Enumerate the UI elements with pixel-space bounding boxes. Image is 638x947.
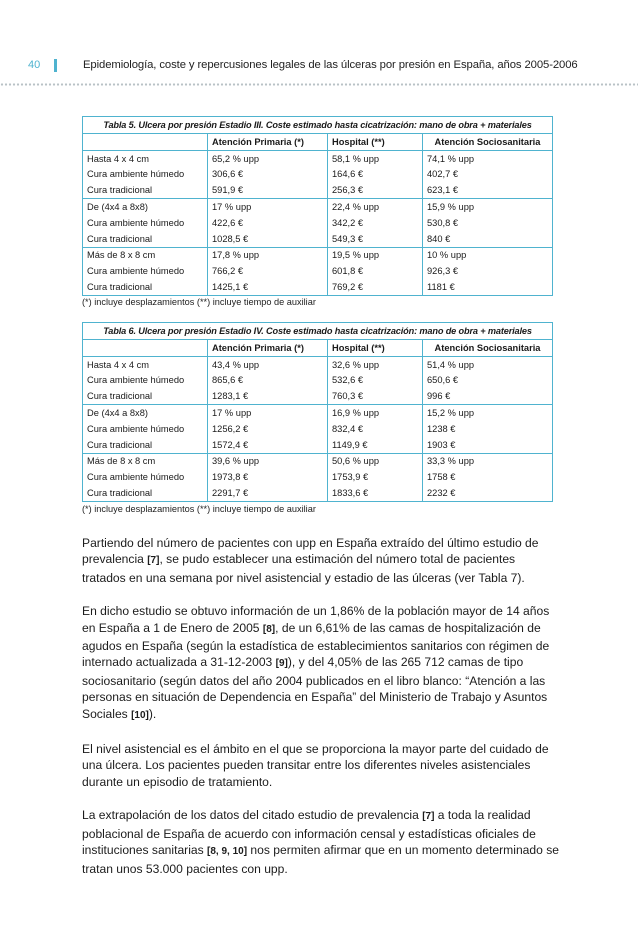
table-cell: 33,3 % upp <box>423 453 553 469</box>
row-label: Cura ambiente húmedo <box>83 215 208 231</box>
text-run: Partiendo del número de pacientes con upp en España extraído del último estudio de prevalencia <box>82 536 539 567</box>
table-cell: 17,8 % upp <box>208 247 328 263</box>
table-row <box>83 150 553 166</box>
table-cell: 832,4 € <box>328 421 423 437</box>
table-row <box>83 373 553 389</box>
table-cell: 256,3 € <box>328 182 423 198</box>
table-cell: 74,1 % upp <box>423 150 553 166</box>
table-6-caption: Tabla 6. Ulcera por presión Estadio IV. Coste estimado hasta cicatrización: mano de obra + materiales <box>83 323 553 340</box>
table-cell: 650,6 € <box>423 373 553 389</box>
table-row <box>83 167 553 183</box>
table-cell: 760,3 € <box>328 388 423 404</box>
column-header: Hospital (**) <box>328 340 423 357</box>
table-cell: 926,3 € <box>423 263 553 279</box>
text-run: La extrapolación de los datos del citado estudio de prevalencia <box>82 808 423 823</box>
row-label: Cura ambiente húmedo <box>83 469 208 485</box>
row-label: Más de 8 x 8 cm <box>83 247 208 263</box>
table-cell: 39,6 % upp <box>208 453 328 469</box>
table-cell: 32,6 % upp <box>328 356 423 372</box>
table-row <box>83 215 553 231</box>
page-header <box>28 55 618 75</box>
table-cell: 1973,8 € <box>208 469 328 485</box>
table-cell: 306,6 € <box>208 167 328 183</box>
table-cell: 1833,6 € <box>328 485 423 501</box>
table-cell: 601,8 € <box>328 263 423 279</box>
table-cell: 50,6 % upp <box>328 453 423 469</box>
citation-ref: [9] <box>275 658 288 670</box>
table-cell: 402,7 € <box>423 167 553 183</box>
table-row <box>83 421 553 437</box>
row-label: De (4x4 a 8x8) <box>83 405 208 421</box>
row-label: Cura tradicional <box>83 231 208 247</box>
paragraph <box>82 535 562 586</box>
citation-ref: [7] <box>147 555 160 567</box>
table-cell: 15,9 % upp <box>423 199 553 215</box>
row-label: Cura tradicional <box>83 388 208 404</box>
table-5-note: (*) incluye desplazamientos (**) incluye tiempo de auxiliar <box>82 297 316 307</box>
table-cell: 43,4 % upp <box>208 356 328 372</box>
table-cell: 769,2 € <box>328 279 423 295</box>
table-6 <box>82 322 553 502</box>
text-run: En dicho estudio se obtuvo información de un 1,86% de la población mayor de 14 años en España a 1 de Enero de 2005 <box>82 604 550 635</box>
table-cell: 1181 € <box>423 279 553 295</box>
table-cell: 17 % upp <box>208 199 328 215</box>
page-number: 40 <box>28 59 41 71</box>
table-cell: 17 % upp <box>208 405 328 421</box>
table-cell: 342,2 € <box>328 215 423 231</box>
table-row <box>83 356 553 372</box>
column-header: Atención Primaria (*) <box>208 134 328 151</box>
row-label: Hasta 4 x 4 cm <box>83 356 208 372</box>
table-row <box>83 485 553 501</box>
table-cell: 2232 € <box>423 485 553 501</box>
citation-ref: [8] <box>262 623 276 635</box>
table-cell: 530,8 € <box>423 215 553 231</box>
table-cell: 422,6 € <box>208 215 328 231</box>
row-label: De (4x4 a 8x8) <box>83 199 208 215</box>
table-cell: 2291,7 € <box>208 485 328 501</box>
table-row <box>83 437 553 453</box>
row-label: Cura tradicional <box>83 437 208 453</box>
citation-ref: [7] <box>422 811 435 823</box>
text-run: ), y del 4,05% de las 265 712 camas de tipo sociosanitario (según datos del año 2004 publicados en el libro blanco: “Atención a las personas en situación de Dependencia en España” del Ministerio de Trabajo y Asuntos Sociales <box>82 655 548 721</box>
column-header: Atención Sociosanitaria <box>423 134 553 151</box>
citation-ref: [8, 9, 10] <box>207 846 248 858</box>
column-header: Atención Sociosanitaria <box>423 340 553 357</box>
column-header: Hospital (**) <box>328 134 423 151</box>
column-header: Atención Primaria (*) <box>208 340 328 357</box>
table-cell: 15,2 % upp <box>423 405 553 421</box>
table-row <box>83 263 553 279</box>
table-cell: 1028,5 € <box>208 231 328 247</box>
running-title: Epidemiología, coste y repercusiones legales de las úlceras por presión en España, años 2005-2006 <box>83 59 578 71</box>
table-row <box>83 453 553 469</box>
table-row <box>83 469 553 485</box>
text-run: ). <box>148 706 157 721</box>
table-row <box>83 405 553 421</box>
table-cell: 623,1 € <box>423 182 553 198</box>
text-run: nos permiten afirmar que en un momento determinado se tratan unos 53.000 pacientes con upp. <box>82 843 559 876</box>
table-cell: 1238 € <box>423 421 553 437</box>
citation-ref: [10] <box>131 709 149 721</box>
table-cell: 1758 € <box>423 469 553 485</box>
table-6-note: (*) incluye desplazamientos (**) incluye tiempo de auxiliar <box>82 504 316 514</box>
table-cell: 22,4 % upp <box>328 199 423 215</box>
table-cell: 1425,1 € <box>208 279 328 295</box>
table-cell: 840 € <box>423 231 553 247</box>
row-label: Hasta 4 x 4 cm <box>83 150 208 166</box>
table-5-caption: Tabla 5. Ulcera por presión Estadio III. Coste estimado hasta cicatrización: mano de obra + materiales <box>83 117 553 134</box>
table-row <box>83 231 553 247</box>
table-cell: 1753,9 € <box>328 469 423 485</box>
row-label: Cura tradicional <box>83 485 208 501</box>
text-run: , de un 6,61% de las camas de hospitalización de agudos en España (según la estadística de establecimientos sanitarios con régimen de internado actualizada a 31-12-2003 <box>82 620 550 670</box>
table-cell: 58,1 % upp <box>328 150 423 166</box>
table-cell: 10 % upp <box>423 247 553 263</box>
paragraph <box>82 807 562 877</box>
table-cell: 996 € <box>423 388 553 404</box>
paragraph <box>82 603 562 724</box>
table-cell: 532,6 € <box>328 373 423 389</box>
row-label: Cura ambiente húmedo <box>83 421 208 437</box>
row-label: Cura tradicional <box>83 279 208 295</box>
table-row <box>83 199 553 215</box>
table-row <box>83 388 553 404</box>
table-cell: 766,2 € <box>208 263 328 279</box>
table-cell: 16,9 % upp <box>328 405 423 421</box>
column-header <box>83 340 208 357</box>
row-label: Cura ambiente húmedo <box>83 167 208 183</box>
row-label: Cura ambiente húmedo <box>83 263 208 279</box>
table-cell: 591,9 € <box>208 182 328 198</box>
row-label: Más de 8 x 8 cm <box>83 453 208 469</box>
text-run: El nivel asistencial es el ámbito en el que se proporciona la mayor parte del cuidado de una úlcera. Los pacientes pueden transitar entre los diferentes niveles asistenciales durante un episodio de tratamiento. <box>82 742 549 789</box>
paragraph <box>82 741 562 790</box>
text-run: , se pudo establecer una estimación del número total de pacientes tratados en una semana por nivel asistencial y estadio de las úlceras (ver Tabla 7). <box>82 552 525 585</box>
table-cell: 865,6 € <box>208 373 328 389</box>
table-cell: 164,6 € <box>328 167 423 183</box>
table-cell: 1149,9 € <box>328 437 423 453</box>
column-header <box>83 134 208 151</box>
row-label: Cura ambiente húmedo <box>83 373 208 389</box>
table-row <box>83 182 553 198</box>
table-cell: 51,4 % upp <box>423 356 553 372</box>
header-divider <box>54 59 57 72</box>
table-cell: 65,2 % upp <box>208 150 328 166</box>
row-label: Cura tradicional <box>83 182 208 198</box>
table-cell: 1903 € <box>423 437 553 453</box>
table-cell: 549,3 € <box>328 231 423 247</box>
table-5 <box>82 116 553 296</box>
table-row <box>83 279 553 295</box>
table-cell: 1283,1 € <box>208 388 328 404</box>
body-text <box>82 535 562 894</box>
table-cell: 1572,4 € <box>208 437 328 453</box>
text-run: a toda la realidad poblacional de España de acuerdo con información censal y estadísticas oficiales de instituciones sanitarias <box>82 808 536 858</box>
dotted-separator <box>0 83 638 86</box>
table-cell: 19,5 % upp <box>328 247 423 263</box>
table-cell: 1256,2 € <box>208 421 328 437</box>
table-row <box>83 247 553 263</box>
